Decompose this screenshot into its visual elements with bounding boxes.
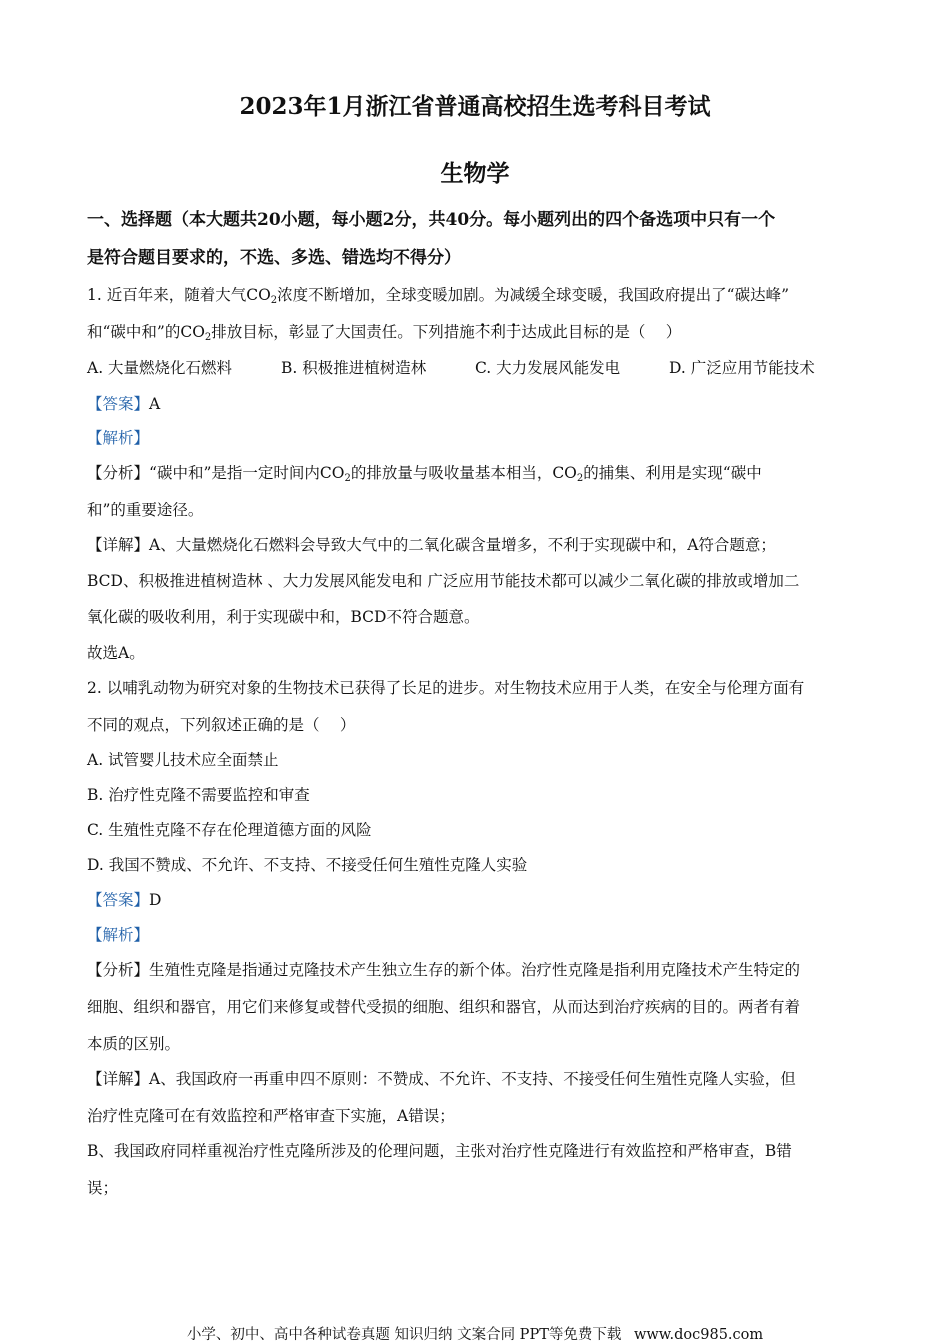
q2-option-d: D. 我国不赞成、不允许、不支持、不接受任何生殖性克隆人实验: [87, 856, 528, 874]
q1-option-d: D. 广泛应用节能技术: [669, 359, 815, 377]
q2-option-a: A. 试管婴儿技术应全面禁止: [87, 751, 279, 769]
q2-fenxi-line3: 本质的区别。: [87, 1035, 181, 1053]
q1-fenxi-line2: 和”的重要途径。: [87, 501, 204, 519]
exam-title: 2023年1月浙江省普通高校招生选考科目考试: [239, 93, 711, 120]
q2-stem-line2: 不同的观点，下列叙述正确的是（ ）: [87, 716, 356, 734]
footer-url-link[interactable]: www.doc985.com: [633, 1327, 764, 1343]
q2-xiangjie-line1: 【详解】A、我国政府一再重申四不原则：不赞成、不允许、不支持、不接受任何生殖性克隆人实验，但: [87, 1070, 796, 1088]
q2-stem-line1: 2. 以哺乳动物为研究对象的生物技术已获得了长足的进步。对生物技术应用于人类，在安全与伦理方面有: [87, 679, 805, 697]
answer-value: D: [149, 891, 162, 909]
q1-stem-line1: 1. 近百年来，随着大气$CO_2$浓度不断增加，全球变暖加剧。为减缓全球变暖，我国政府提出了“碳达峰”: [87, 286, 790, 306]
emphasis-mark: 于: [505, 323, 522, 341]
page-footer: [0, 1323, 950, 1344]
q2-option-b: B. 治疗性克隆不需要监控和审查: [87, 786, 310, 804]
answer-value: A: [149, 395, 161, 413]
q2-xiangjie-line4: 误；: [87, 1179, 119, 1197]
emphasis-mark: 不: [474, 323, 491, 341]
section-heading-line1: 一、选择题（本大题共20小题，每小题2分，共40分。每小题列出的四个备选项中只有一个: [87, 210, 776, 230]
q2-xiangjie-line3: B、我国政府同样重视治疗性克隆所涉及的伦理问题，主张对治疗性克隆进行有效监控和严格审查，B错: [87, 1142, 792, 1160]
answer-tag: 【答案】: [87, 891, 150, 909]
subject-title: 生物学: [440, 160, 510, 187]
q2-fenxi-line2: 细胞、组织和器官，用它们来修复或替代受损的细胞、组织和器官，从而达到治疗疾病的目的。两者有着: [87, 998, 801, 1016]
emphasis-mark: 利: [490, 323, 506, 341]
q2-fenxi-line1: 【分析】生殖性克隆是指通过克隆技术产生独立生存的新个体。治疗性克隆是指利用克隆技术产生特定的: [87, 961, 801, 979]
q2-xiangjie-line2: 治疗性克隆可在有效监控和严格审查下实施，A错误；: [87, 1107, 455, 1125]
q2-answer: [87, 890, 877, 910]
q1-xiangjie-line1: 【详解】A、大量燃烧化石燃料会导致大气中的二氧化碳含量增多，不利于实现碳中和，A符合题意；: [87, 536, 776, 554]
q1-xiangjie-line2: BCD、积极推进植树造林 、大力发展风能发电和 广泛应用节能技术都可以减少二氧化碳的排放或增加二: [87, 572, 800, 590]
q2-analysis-tag: 【解析】: [87, 926, 150, 944]
q1-option-c: C. 大力发展风能发电: [475, 359, 621, 377]
q1-xiangjie-line3: 氧化碳的吸收利用，利于实现碳中和，BCD不符合题意。: [87, 608, 480, 626]
q1-stem-line2: 和“碳中和”的$CO_2$排放目标，彰显了大国责任。下列措施不利于达成此目标的是（ ）: [87, 323, 682, 343]
answer-tag: 【答案】: [87, 395, 150, 413]
q1-options: [87, 358, 877, 378]
footer-text: 小学、初中、高中各种试卷真题 知识归纳 文案合同 PPT等免费下载: [186, 1327, 622, 1343]
q1-fenxi-line1: 【分析】“碳中和”是指一定时间内$CO_2$的排放量与吸收量基本相当，$CO_2$的捕集、利用是实现“碳中: [87, 464, 762, 484]
q1-answer: [87, 394, 877, 414]
q1-option-b: B. 积极推进植树造林: [281, 359, 427, 377]
q1-option-a: A. 大量燃烧化石燃料: [87, 359, 233, 377]
section-heading-line2: 是符合题目要求的，不选、多选、错选均不得分）: [87, 248, 461, 268]
q1-conclusion: 故选A。: [87, 644, 145, 662]
q1-analysis-tag: 【解析】: [87, 429, 150, 447]
q2-option-c: C. 生殖性克隆不存在伦理道德方面的风险: [87, 821, 372, 839]
